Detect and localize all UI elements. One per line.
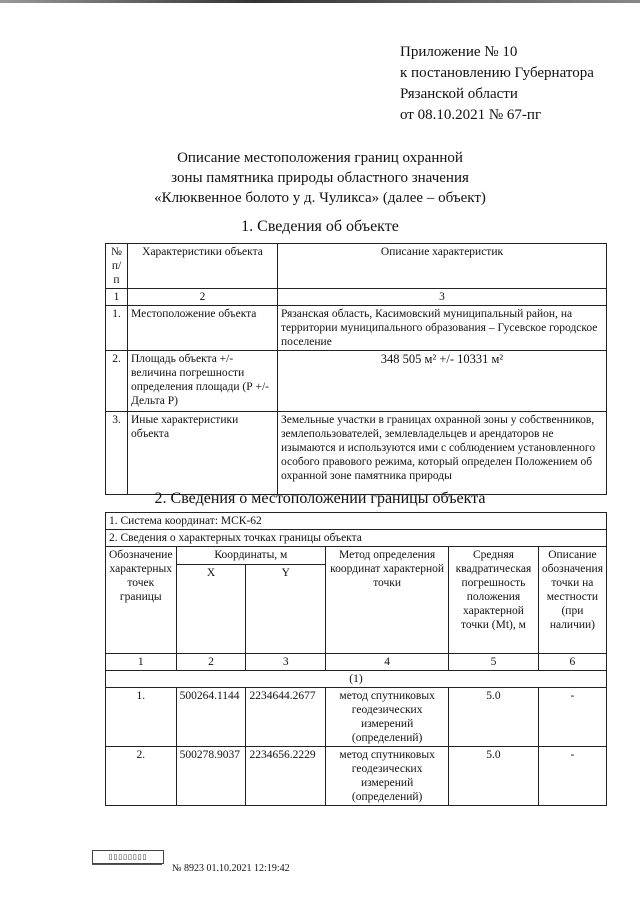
point-y: 2234644.2677 <box>246 688 326 747</box>
header-x: X <box>176 565 246 654</box>
table-row <box>106 747 607 806</box>
row-number: 2. <box>106 351 128 412</box>
contour-group: (1) <box>106 671 607 688</box>
row-number: 1. <box>106 306 128 351</box>
point-accuracy: 5.0 <box>449 747 539 806</box>
col-number: 1 <box>106 289 128 306</box>
appendix-line-2: к постановлению Губернатора <box>400 65 594 81</box>
seal-underline <box>92 864 162 869</box>
col-number: 4 <box>326 654 449 671</box>
col-number: 3 <box>278 289 607 306</box>
col-number: 2 <box>176 654 246 671</box>
appendix-line-1: Приложение № 10 <box>400 44 518 60</box>
table-header-row <box>106 244 607 289</box>
row-number: 3. <box>106 412 128 495</box>
row-value: Рязанская область, Касимовский муниципальный район, на территории муниципального образования – Гусевское городское поселение <box>278 306 607 351</box>
row-characteristic: Местоположение объекта <box>128 306 278 351</box>
col-number: 3 <box>246 654 326 671</box>
scan-top-edge <box>0 0 640 3</box>
points-subheading-row <box>106 530 607 547</box>
point-description: - <box>538 688 606 747</box>
group-row <box>106 671 607 688</box>
point-x: 500278.9037 <box>176 747 246 806</box>
registration-stamp: № 8923 01.10.2021 12:19:42 <box>172 863 290 874</box>
row-characteristic: Площадь объекта +/- величина погрешности определения площади (Р +/- Дельта Р) <box>128 351 278 412</box>
appendix-line-3: Рязанской области <box>400 86 518 102</box>
coordinate-system: 1. Система координат: МСК-62 <box>106 513 607 530</box>
points-header-row <box>106 547 607 565</box>
header-characteristic: Характеристики объекта <box>128 244 278 289</box>
column-numbers-row <box>106 289 607 306</box>
document-title <box>0 148 640 208</box>
column-numbers-row <box>106 654 607 671</box>
point-method: метод спутниковых геодезических измерений (определений) <box>326 688 449 747</box>
header-point-description: Описание обозначения точки на местности (при наличии) <box>538 547 606 654</box>
object-info-table <box>105 243 607 495</box>
title-line-2: зоны памятника природы областного значения <box>171 170 469 186</box>
header-designation: Обозначение характерных точек границы <box>106 547 177 654</box>
table-row <box>106 351 607 412</box>
col-number: 1 <box>106 654 177 671</box>
header-method: Метод определения координат характерной точки <box>326 547 449 654</box>
point-y: 2234656.2229 <box>246 747 326 806</box>
appendix-line-4: от 08.10.2021 № 67-пг <box>400 107 542 123</box>
header-number: № п/п <box>106 244 128 289</box>
boundary-points-table <box>105 512 607 806</box>
header-coordinates: Координаты, м <box>176 547 326 565</box>
section-1-heading: 1. Сведения об объекте <box>241 218 399 235</box>
row-characteristic: Иные характеристики объекта <box>128 412 278 495</box>
col-number: 5 <box>449 654 539 671</box>
official-seal-icon: ▯▯▯▯▯▯▯▯ <box>92 850 164 864</box>
col-number: 6 <box>538 654 606 671</box>
point-x: 500264.1144 <box>176 688 246 747</box>
point-accuracy: 5.0 <box>449 688 539 747</box>
appendix-block <box>400 42 594 126</box>
row-value: Земельные участки в границах охранной зоны у собственников, землепользователей, землевладельцев и арендаторов не изымаются и используются ими с соблюдением установленного особого правового режима, который определен Положением об охранной зоне памятника природы <box>278 412 607 495</box>
title-line-3: «Клюквенное болото у д. Чуликса» (далее – объект) <box>154 190 486 206</box>
point-number: 2. <box>106 747 177 806</box>
point-description: - <box>538 747 606 806</box>
coordinate-system-row <box>106 513 607 530</box>
table-row <box>106 306 607 351</box>
header-y: Y <box>246 565 326 654</box>
point-method: метод спутниковых геодезических измерений (определений) <box>326 747 449 806</box>
header-description: Описание характеристик <box>278 244 607 289</box>
points-subheading: 2. Сведения о характерных точках границы объекта <box>106 530 607 547</box>
row-value: 348 505 м² +/- 10331 м² <box>278 351 607 412</box>
table-row <box>106 412 607 495</box>
point-number: 1. <box>106 688 177 747</box>
table-row <box>106 688 607 747</box>
header-accuracy: Средняя квадратическая погрешность положения характерной точки (Mt), м <box>449 547 539 654</box>
title-line-1: Описание местоположения границ охранной <box>177 150 463 166</box>
col-number: 2 <box>128 289 278 306</box>
section-2-heading: 2. Сведения о местоположении границы объекта <box>154 490 486 507</box>
